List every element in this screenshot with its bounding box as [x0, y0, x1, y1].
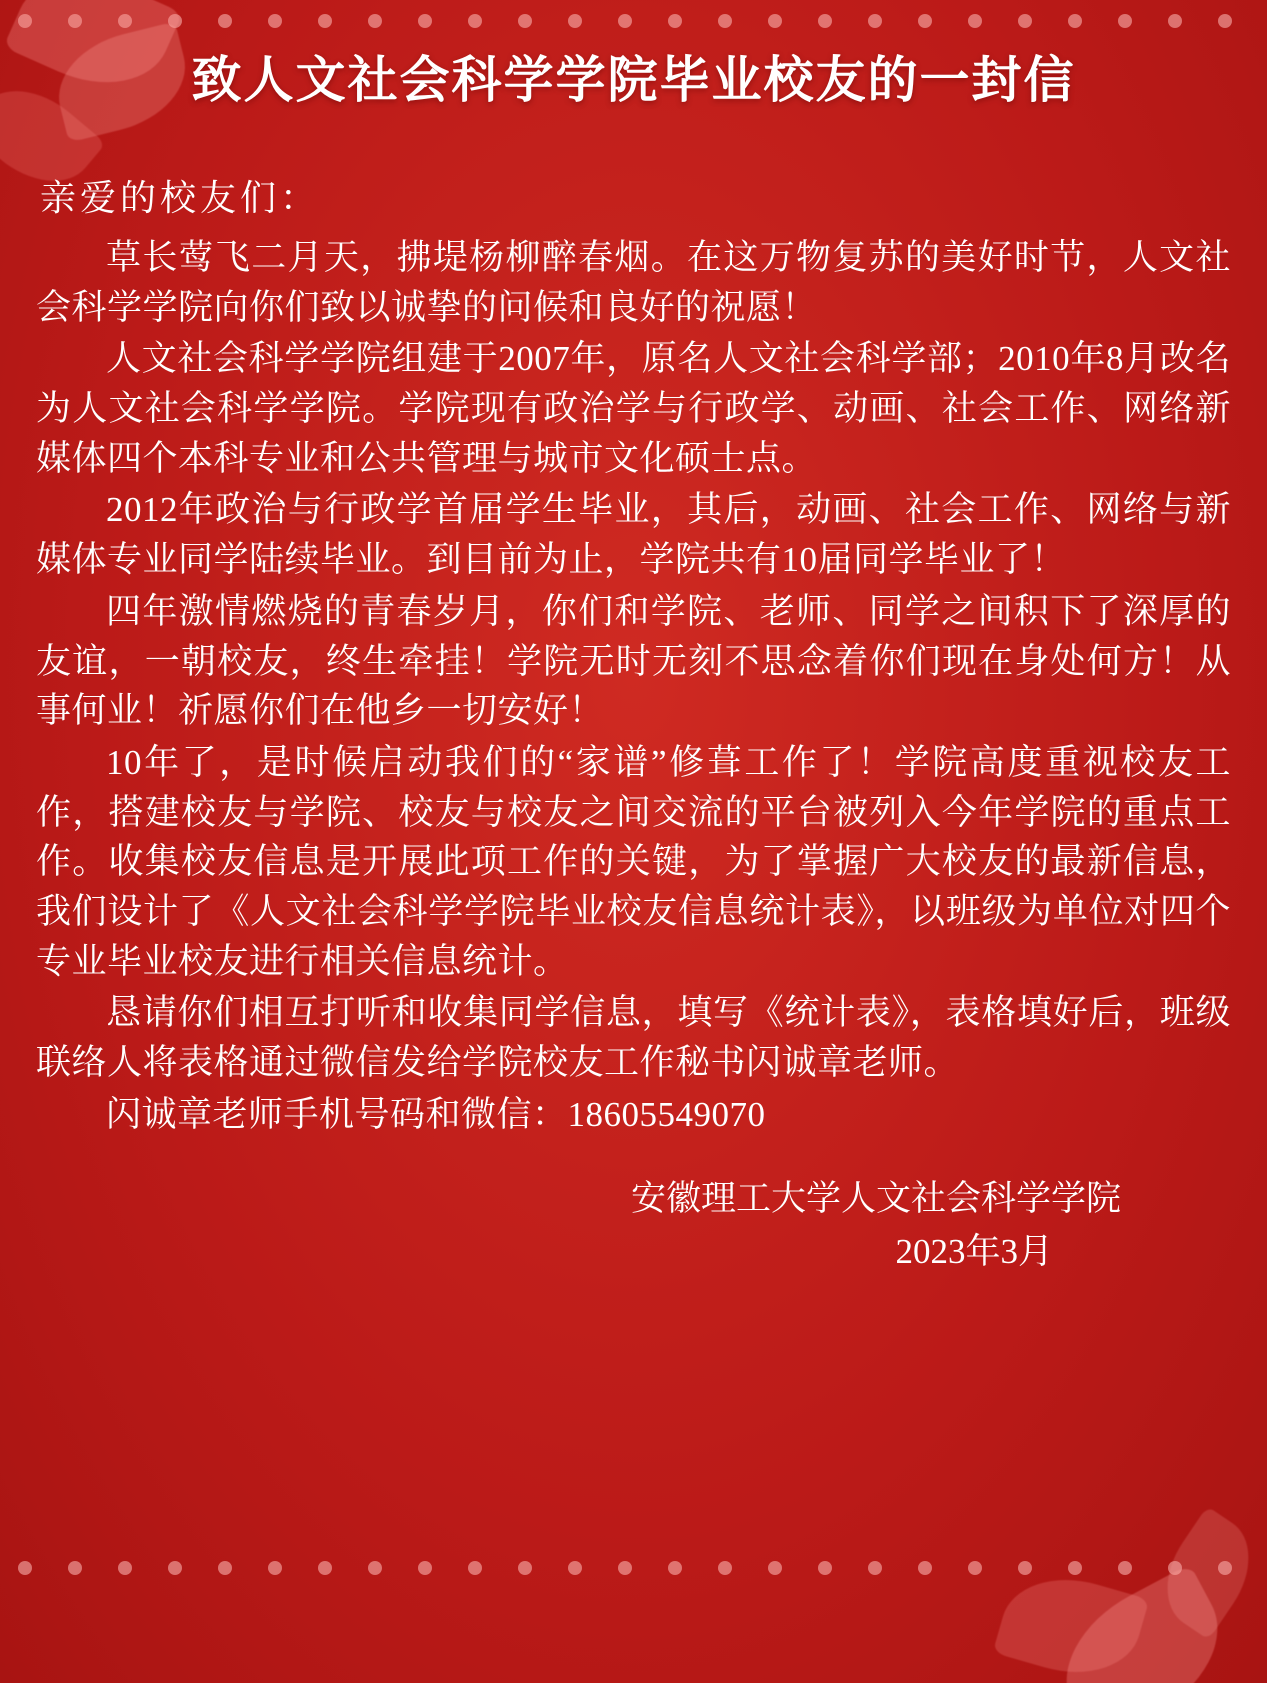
contact-paragraph: 闪诚章老师手机号码和微信：18605549070	[106, 1094, 766, 1134]
paragraph: 人文社会科学学院组建于2007年，原名人文社会科学部；2010年8月改名为人文社会科学学院。学院现有政治学与行政学、动画、社会工作、网络新媒体四个本科专业和公共管理与城市文化硕士点。	[36, 339, 1231, 478]
leaf-decoration-icon	[1146, 1506, 1267, 1640]
signature-organization: 安徽理工大学人文社会科学学院	[630, 1179, 1121, 1219]
salutation: 亲爱的校友们：	[40, 178, 321, 218]
page-title: 致人文社会科学学院毕业校友的一封信	[191, 52, 1076, 108]
paragraph: 四年激情燃烧的青春岁月，你们和学院、老师、同学之间积下了深厚的友谊，一朝校友，终生牵挂！学院无时无刻不思念着你们现在身处何方！从事何业！祈愿你们在他乡一切安好！	[36, 591, 1231, 731]
leaf-decoration-icon	[1040, 1564, 1245, 1683]
paragraph: 恳请你们相互打听和收集同学信息，填写《统计表》，表格填好后，班级联络人将表格通过微信发给学院校友工作秘书闪诚章老师。	[36, 993, 1231, 1082]
signature-block	[36, 1173, 1231, 1278]
paragraph: 2012年政治与行政学首届学生毕业，其后，动画、社会工作、网络与新媒体专业同学陆续毕业。到目前为止，学院共有10届同学毕业了！	[36, 490, 1231, 580]
letter-body	[36, 233, 1231, 1139]
signature-date: 2023年3月	[895, 1231, 1053, 1271]
paragraph: 草长莺飞二月天，拂堤杨柳醉春烟。在这万物复苏的美好时节，人文社会科学学院向你们致以诚挚的问候和良好的祝愿！	[36, 238, 1231, 327]
paragraph: 10年了，是时候启动我们的“家谱”修葺工作了！学院高度重视校友工作，搭建校友与学院、校友与校友之间交流的平台被列入今年学院的重点工作。收集校友信息是开展此项工作的关键，为了掌握广大校友的最新信息，我们设计了《人文社会科学学院毕业校友信息统计表》，以班级为单位对四个专业毕业校友进行相关信息统计。	[36, 742, 1231, 981]
decorative-dots-bottom	[0, 1561, 1267, 1587]
leaf-decoration-icon	[993, 1562, 1150, 1683]
